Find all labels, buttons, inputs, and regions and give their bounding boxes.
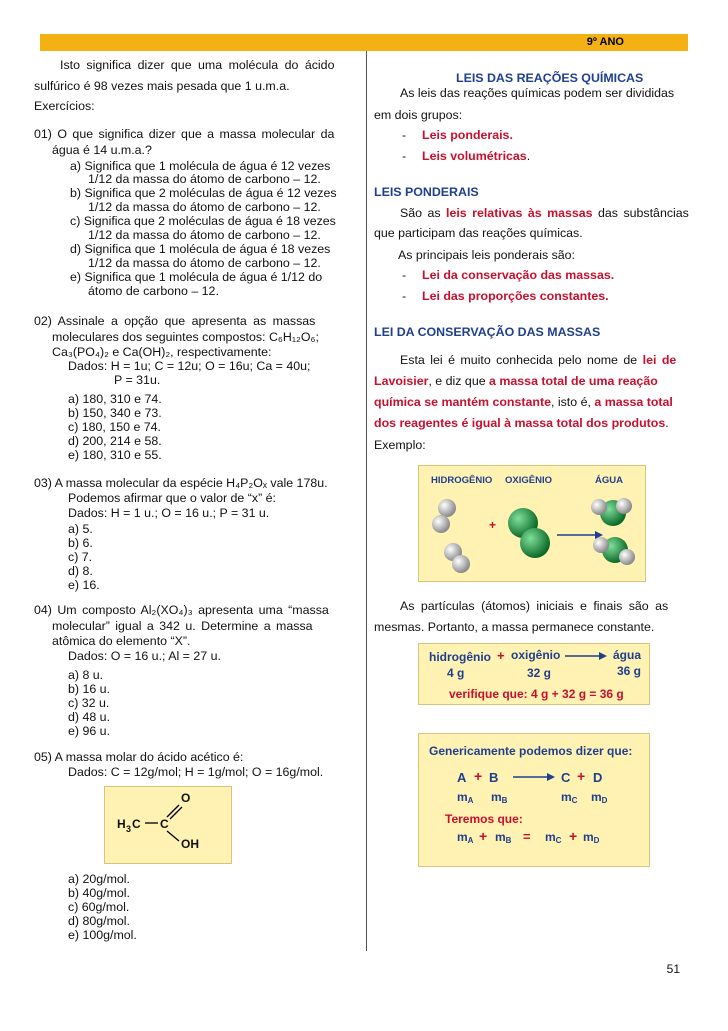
section-title: LEIS DAS REAÇÕES QUÍMICAS <box>456 71 644 85</box>
cons-l2-red2: a massa total de uma reação <box>489 374 658 388</box>
generic-md <box>591 790 607 804</box>
label-hidrogenio: HIDROGÊNIO <box>431 475 493 486</box>
generic-mc-m: m <box>561 790 572 804</box>
grade-label: 9º ANO <box>586 36 624 48</box>
exercises-label: Exercícios: <box>34 99 95 113</box>
ponderais-title: LEIS PONDERAIS <box>374 185 479 199</box>
law-1: Lei da conservação das massas. <box>422 268 615 282</box>
generic-md-sub: D <box>601 796 608 805</box>
generic-c: C <box>561 770 571 785</box>
cons-l3-red2: a massa total <box>594 395 673 409</box>
group-ponderais: Leis ponderais. <box>422 128 513 142</box>
hydroxyl-group: OH <box>181 837 199 851</box>
generic-md-m: m <box>591 790 602 804</box>
q1-option-e: e) Significa que 1 molécula de água é 1/12 do <box>70 270 323 284</box>
q1-option-e-cont: átomo de carbono – 12. <box>88 284 219 298</box>
label-agua: ÁGUA <box>595 475 623 486</box>
mass-verify: verifique que: 4 g + 32 g = 36 g <box>449 687 624 701</box>
q5-option-b: b) 40g/mol. <box>68 886 130 900</box>
eq-mb <box>495 830 511 844</box>
methyl-h: H <box>117 817 126 831</box>
q5-line2: Dados: C = 12g/mol; H = 1g/mol; O = 16g/mol. <box>68 765 324 779</box>
q5-option-a: a) 20g/mol. <box>68 872 130 886</box>
q4-line4: Dados: O = 16 u.; Al = 27 u. <box>68 649 221 663</box>
ponderais-line3: As principais leis ponderais são: <box>398 248 576 262</box>
ponderais-text-b: das substâncias <box>592 206 689 220</box>
ponderais-line2: que participam das reações químicas. <box>374 226 583 240</box>
eq-mc-m: m <box>545 830 556 844</box>
after-line2: mesmas. Portanto, a massa permanece constante. <box>374 620 655 634</box>
q1-option-c: c) Significa que 2 moléculas de água é 18 vezes <box>70 214 336 228</box>
eq-plus1: + <box>479 828 488 844</box>
ponderais-text-red: leis relativas às massas <box>446 206 593 220</box>
q1-option-d: d) Significa que 1 molécula de água é 18 vezes <box>70 242 331 256</box>
group-bullet-2: - <box>402 149 407 163</box>
cons-l4-dot: . <box>665 416 669 430</box>
generic-mb <box>491 790 507 804</box>
q4-line3: atômica do elemento “X”. <box>52 634 191 648</box>
q5-option-c: c) 60g/mol. <box>68 900 130 914</box>
carboxyl-c: C <box>160 817 169 831</box>
eq-mb-sub: B <box>505 836 512 845</box>
q1-option-d-cont: 1/12 da massa do átomo de carbono – 12. <box>88 256 321 270</box>
cons-line1 <box>400 353 676 367</box>
cons-l3-red1: química se mantém constante <box>374 395 551 409</box>
cons-line3 <box>374 395 673 409</box>
cons-l4-red: dos reagentes é igual à massa total dos produtos <box>374 416 666 430</box>
law-bullet-1: - <box>402 268 407 282</box>
group-dot: . <box>526 149 531 163</box>
generic-d: D <box>593 770 603 785</box>
q4-line1: 04) Um composto Al₂(XO₄)₃ apresenta uma “massa <box>34 603 329 617</box>
mass-box <box>418 643 650 705</box>
q2-line4: Dados: H = 1u; C = 12u; O = 16u; Ca = 40u; <box>68 359 311 373</box>
generic-teremos: Teremos que: <box>445 812 523 826</box>
generic-ma-sub: A <box>467 796 474 805</box>
diagram-plus: + <box>489 518 497 532</box>
generic-plus1: + <box>474 768 483 784</box>
molecule-diagram <box>418 465 646 582</box>
column-divider <box>366 51 367 951</box>
methyl-c: C <box>132 817 141 831</box>
q2-option-a: a) 180, 310 e 74. <box>68 392 162 406</box>
mass-o-value: 32 g <box>527 666 552 680</box>
acetic-acid-structure <box>104 786 232 864</box>
cons-line4 <box>374 416 669 430</box>
ponderais-line1 <box>400 206 689 220</box>
conservacao-title: LEI DA CONSERVAÇÃO DAS MASSAS <box>374 325 601 339</box>
intro-line1: Isto significa dizer que uma molécula do ácido <box>60 58 335 72</box>
q2-line5: P = 31u. <box>114 373 161 387</box>
generic-arrow <box>419 734 649 866</box>
eq-plus2: + <box>569 828 578 844</box>
after-line1: As partículas (átomos) iniciais e finais são as <box>400 599 669 613</box>
law-2: Lei das proporções constantes. <box>422 289 609 303</box>
generic-b: B <box>489 770 499 785</box>
generic-a: A <box>457 770 467 785</box>
group-volumetricas: Leis volumétricas <box>422 149 527 163</box>
intro-line2: sulfúrico é 98 vezes mais pesada que 1 u.m.a. <box>34 79 290 93</box>
q5-line1: 05) A massa molar do ácido acético é: <box>34 750 244 764</box>
generic-mc-sub: C <box>571 796 578 805</box>
right-intro2: em dois grupos: <box>374 108 463 122</box>
eq-ma-m: m <box>457 830 468 844</box>
generic-ma-m: m <box>457 790 468 804</box>
generic-mb-sub: B <box>501 796 508 805</box>
mass-oxigenio: oxigênio <box>511 648 561 662</box>
generic-title: Genericamente podemos dizer que: <box>429 744 633 758</box>
q5-option-e: e) 100g/mol. <box>68 928 137 942</box>
q5-option-d: d) 80g/mol. <box>68 914 130 928</box>
generic-box <box>418 733 650 867</box>
q1-option-c-cont: 1/12 da massa do átomo de carbono – 12. <box>88 228 321 242</box>
q3-option-d: d) 8. <box>68 564 93 578</box>
q4-option-c: c) 32 u. <box>68 696 110 710</box>
q3-line1: 03) A massa molecular da espécie H₄P₂Oₓ vale 178u. <box>34 476 328 490</box>
q2-option-d: d) 200, 214 e 58. <box>68 434 162 448</box>
eq-md-sub: D <box>593 836 600 845</box>
q3-option-b: b) 6. <box>68 536 93 550</box>
q1-option-b: b) Significa que 2 moléculas de água é 12 vezes <box>70 186 337 200</box>
q3-option-c: c) 7. <box>68 550 93 564</box>
mass-plus: + <box>497 648 505 663</box>
structure-bonds <box>105 787 231 863</box>
q3-option-e: e) 16. <box>68 578 100 592</box>
q1-option-a-cont: 1/12 da massa do átomo de carbono – 12. <box>88 172 321 186</box>
mass-hidrogenio: hidrogênio <box>429 650 491 664</box>
q1-line1: 01) O que significa dizer que a massa molecular da <box>34 127 335 141</box>
q1-line2: água é 14 u.m.a.? <box>52 143 152 157</box>
right-intro1: As leis das reações químicas podem ser divididas <box>400 86 675 100</box>
mass-agua: água <box>613 648 642 662</box>
methyl-sub: 3 <box>126 824 132 834</box>
q1-option-b-cont: 1/12 da massa do átomo de carbono – 12. <box>88 200 321 214</box>
q2-line3: Ca₃(PO₄)₂ e Ca(OH)₂, respectivamente: <box>52 345 272 359</box>
law-bullet-2: - <box>402 289 407 303</box>
mass-w-value: 36 g <box>617 664 642 678</box>
cons-l1-a: Esta lei é muito conhecida pelo nome de <box>400 353 643 367</box>
header-band <box>40 34 688 51</box>
q2-option-b: b) 150, 340 e 73. <box>68 406 162 420</box>
label-oxigenio: OXIGÊNIO <box>505 475 552 486</box>
example-label: Exemplo: <box>374 438 426 452</box>
q4-option-b: b) 16 u. <box>68 682 111 696</box>
eq-md-m: m <box>583 830 594 844</box>
eq-equals: = <box>523 829 531 844</box>
eq-mb-m: m <box>495 830 506 844</box>
q3-option-a: a) 5. <box>68 522 93 536</box>
group-bullet-1: - <box>402 128 407 142</box>
cons-l2-b: , e diz que <box>428 374 490 388</box>
cons-l1-red: lei de <box>642 353 677 367</box>
q4-option-a: a) 8 u. <box>68 668 104 682</box>
q1-option-a: a) Significa que 1 molécula de água é 12 vezes <box>70 159 331 173</box>
eq-mc <box>545 830 561 844</box>
generic-mc <box>561 790 577 804</box>
q4-line2: molecular” igual a 342 u. Determine a massa <box>52 619 313 633</box>
cons-line2 <box>374 374 658 388</box>
eq-ma-sub: A <box>467 836 474 845</box>
generic-plus2: + <box>577 768 586 784</box>
page-number: 51 <box>666 962 680 976</box>
cons-l2-red1: Lavoisier <box>374 374 429 388</box>
q4-option-e: e) 96 u. <box>68 724 111 738</box>
q4-option-d: d) 48 u. <box>68 710 111 724</box>
ponderais-text-a: São as <box>400 206 447 220</box>
group-volumetricas-line <box>422 149 530 163</box>
q2-option-c: c) 180, 150 e 74. <box>68 420 161 434</box>
q3-line3: Dados: H = 1 u.; O = 16 u.; P = 31 u. <box>68 506 270 520</box>
cons-l3-b: , isto é, <box>550 395 595 409</box>
oxygen-atom: O <box>181 791 191 805</box>
q3-line2: Podemos afirmar que o valor de “x” é: <box>68 491 276 505</box>
eq-ma <box>457 830 473 844</box>
eq-mc-sub: C <box>555 836 562 845</box>
mass-h-value: 4 g <box>447 666 465 680</box>
eq-md <box>583 830 599 844</box>
q2-line1: 02) Assinale a opção que apresenta as massas <box>34 314 316 328</box>
molecule-drawing <box>419 466 645 581</box>
q2-option-e: e) 180, 310 e 55. <box>68 448 162 462</box>
generic-mb-m: m <box>491 790 502 804</box>
q2-line2: moleculares dos seguintes compostos: C₆H₁₂O₆; <box>52 330 319 344</box>
generic-ma <box>457 790 473 804</box>
